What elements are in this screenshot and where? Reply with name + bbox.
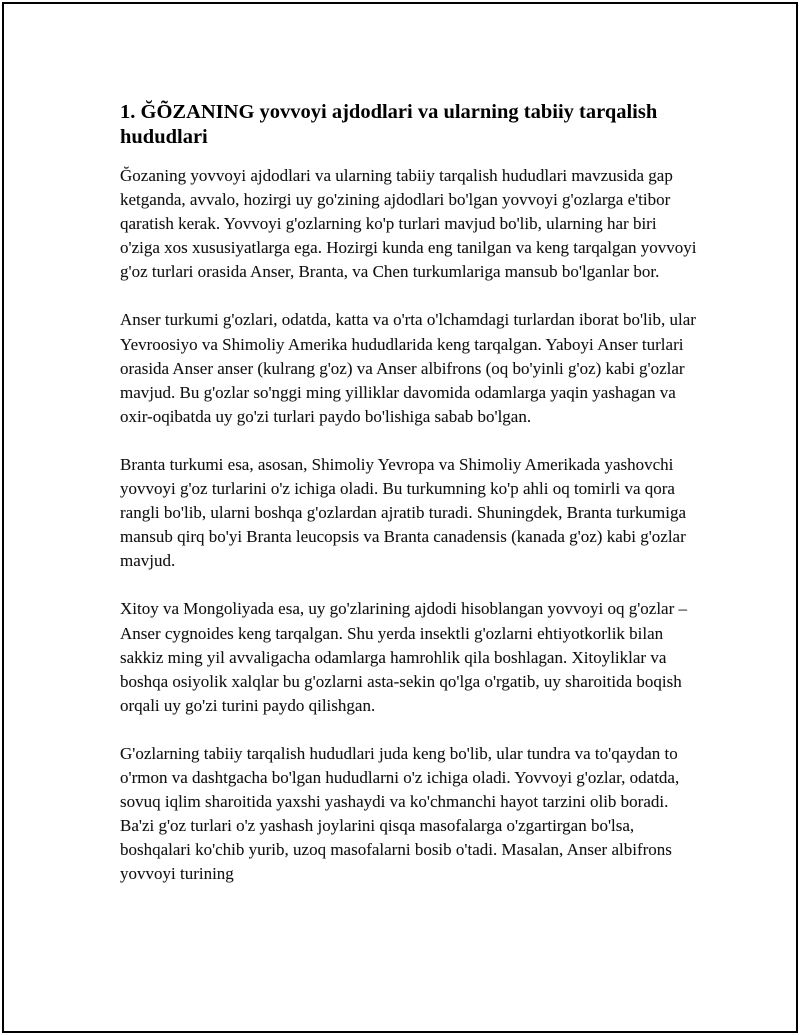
paragraph-distribution: G'ozlarning tabiiy tarqalish hududlari juda keng bo'lib, ular tundra va to'qaydan to o'rmon va dashtgacha bo'lgan hududlarni o'z ichiga oladi. Yovvoyi g'ozlar, odatda, sovuq iqlim sharoitida yaxshi yashaydi va ko'chmanchi hayot tarzini olib boradi. Ba'zi g'oz turlari o'z yashash joylarini qisqa masofalarga o'zgartirgan bo'lsa, boshqalari ko'chib yurib, uzoq masofalarni bosib o'tadi. Masalan, Anser albifrons yovvoyi turining <box>120 743 680 884</box>
paragraph-branta: Branta turkumi esa, asosan, Shimoliy Yevropa va Shimoliy Amerikada yashovchi yovvoyi g'oz turlarini o'z ichiga oladi. Bu turkumning ko'p ahli oq tomirli va qora rangli bo'lib, ularni boshqa g'ozlardan ajratib turadi. Shuningdek, Branta turkumiga mansub qirq bo'yi Branta leucopsis va Branta canadensis (kanada g'oz) kabi g'ozlar mavjud. <box>120 454 687 571</box>
paragraph-intro: Ğozaning yovvoyi ajdodlari va ularning tabiiy tarqalish hududlari mavzusida gap ketganda, avvalo, hozirgi uy go'zining ajdodlari bo'lgan yovvoyi g'ozlarga e'tibor qaratish kerak. Yovvoyi g'ozlarning ko'p turlari mavjud bo'lib, ularning har biri o'ziga xos xususiyatlarga ega. Hozirgi kunda eng tanilgan va keng tarqalgan yovvoyi g'oz turlari orasida Anser, Branta, va Chen turkumlariga mansub bo'lganlar bor. <box>120 166 697 282</box>
paragraph-anser: Anser turkumi g'ozlari, odatda, katta va o'rta o'lchamdagi turlardan iborat bo'lib, ular Yevroosiyo va Shimoliy Amerika hududlarida keng tarqalgan. Yaboyi Anser turlari orasida Anser anser (kulrang g'oz) va Anser albifrons (oq bo'yinli g'oz) kabi g'ozlar mavjud. Bu g'ozlar so'nggi ming yilliklar davomida odamlarga yaqin yashagan va oxir-oqibatda uy go'zi turlari paydo bo'lishiga sabab bo'lgan. <box>120 310 696 426</box>
paragraph-china-mongolia: Xitoy va Mongoliyada esa, uy go'zlarining ajdodi hisoblangan yovvoyi oq g'ozlar – Anser cygnoides keng tarqalgan. Shu yerda insektli g'ozlarni ehtiyotkorlik bilan sakkiz ming yil avvaligacha odamlarga hamrohlik qila boshlagan. Xitoyliklar va boshqa osiyolik xalqlar bu g'ozlarni asta-sekin qo'lga o'rgatib, uy sharoitida boqish orqali uy go'zi turini paydo qilishgan. <box>120 599 688 715</box>
page-frame <box>2 2 798 1033</box>
document-body <box>120 100 700 886</box>
section-heading: 1. ĞÕZANING yovvoyi ajdodlari va ularning tabiiy tarqalish hududlari <box>120 101 658 148</box>
